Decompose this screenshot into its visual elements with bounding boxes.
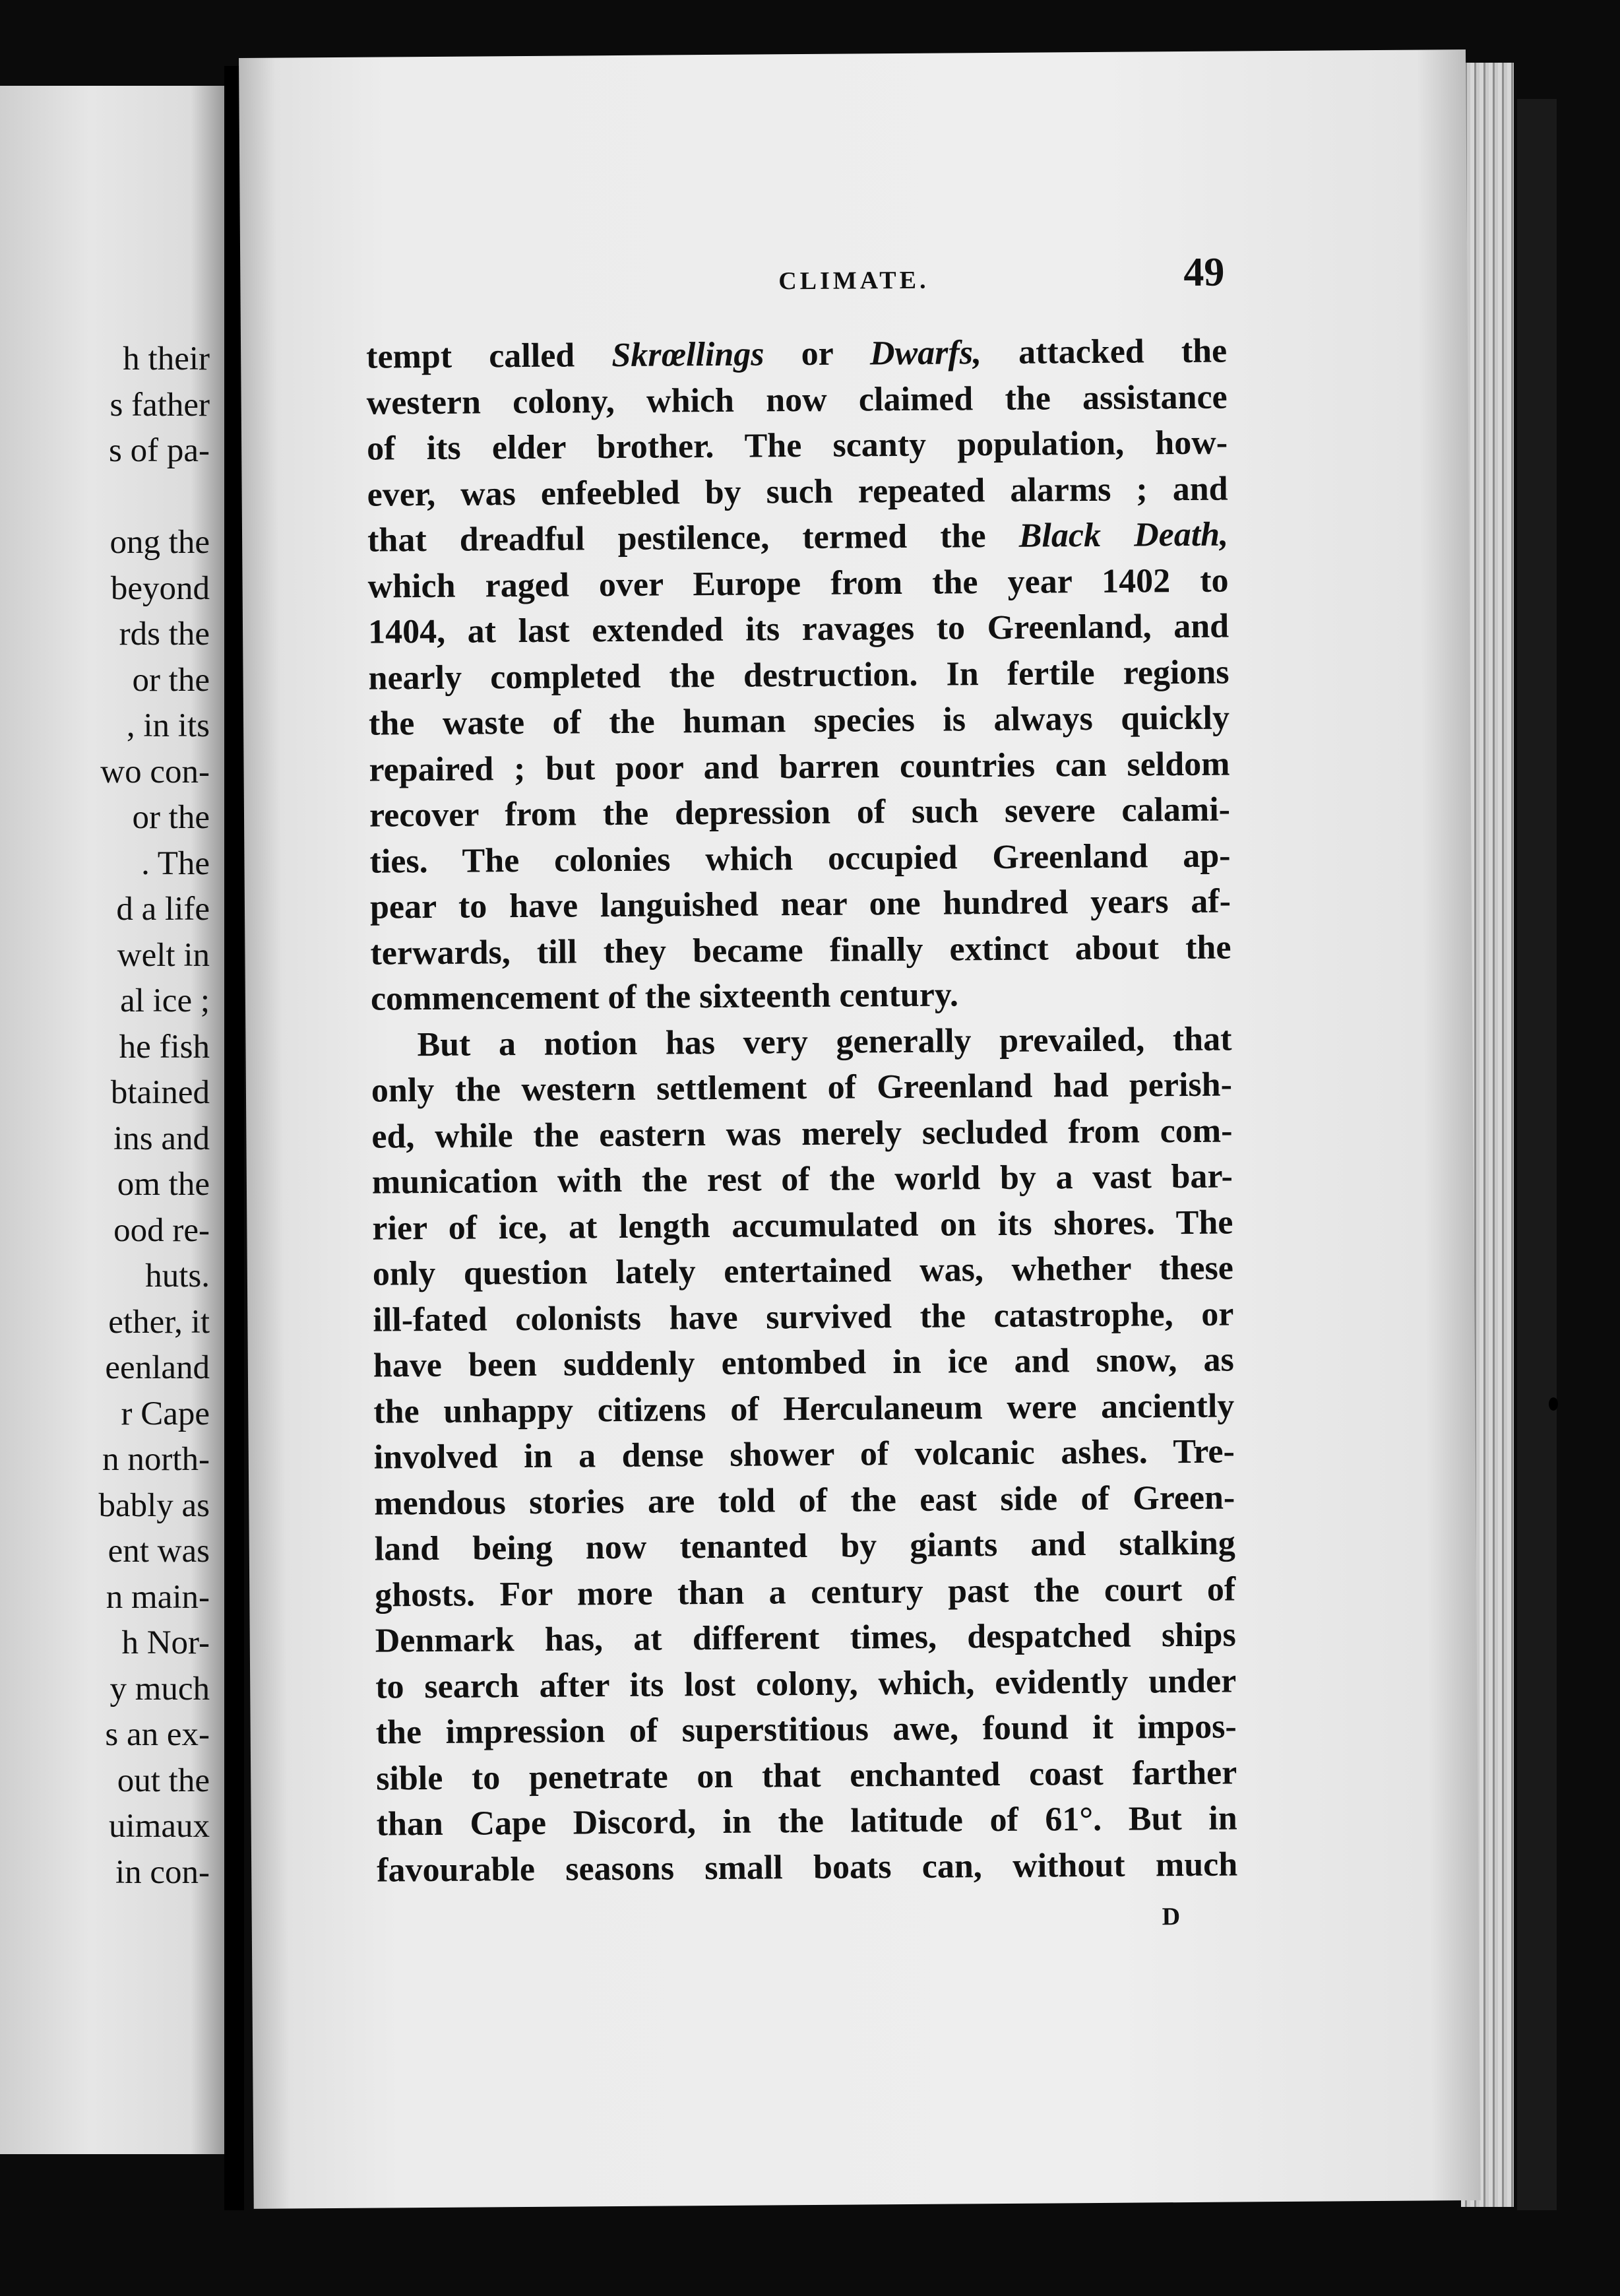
text-line: ties. The colonies which occupied Greenland ap- bbox=[369, 837, 1231, 881]
previous-page-line: d a life bbox=[116, 891, 210, 928]
previous-page-line: ether, it bbox=[108, 1303, 210, 1341]
text-line: rier of ice, at length accumulated on its shores. The bbox=[372, 1203, 1233, 1248]
previous-page-line: y much bbox=[109, 1670, 210, 1707]
text-line: western colony, which now claimed the assistance bbox=[366, 378, 1228, 422]
previous-page-line: s of pa- bbox=[109, 432, 210, 469]
text-line: ill-fated colonists have survived the catastrophe, or bbox=[373, 1295, 1234, 1339]
text-line: the waste of the human species is always quickly bbox=[368, 699, 1230, 743]
text-line: munication with the rest of the world by a vast bar- bbox=[371, 1157, 1233, 1201]
text-line: recover from the depression of such severe calami- bbox=[369, 790, 1231, 835]
text-line: nearly completed the destruction. In fertile regions bbox=[368, 653, 1230, 697]
text-line: involved in a dense shower of volcanic ashes. Tre- bbox=[373, 1432, 1235, 1477]
term-dwarfs: Dwarfs, bbox=[869, 334, 982, 373]
text-line: that dreadful pestilence, termed the Black Death, bbox=[367, 515, 1229, 559]
previous-page-line: or the bbox=[132, 799, 210, 836]
previous-page-line: btained bbox=[110, 1074, 210, 1111]
text-line: ghosts. For more than a century past the court of bbox=[375, 1570, 1236, 1614]
previous-page-line: out the bbox=[117, 1762, 210, 1799]
signature-mark: D bbox=[1162, 1903, 1181, 1931]
book-page bbox=[239, 49, 1481, 2209]
previous-page-line: s an ex- bbox=[105, 1716, 210, 1753]
previous-page-line: ins and bbox=[113, 1120, 210, 1157]
previous-page-line: rds the bbox=[119, 616, 210, 653]
term-skraellings: Skrœllings bbox=[611, 335, 764, 375]
term-black-death: Black Death, bbox=[1018, 515, 1229, 555]
previous-page-line: welt in bbox=[117, 936, 210, 974]
previous-page-line: om the bbox=[117, 1166, 210, 1203]
previous-page bbox=[0, 86, 224, 2154]
text-line: have been suddenly entombed in ice and snow, as bbox=[373, 1341, 1235, 1385]
previous-page-line: huts. bbox=[145, 1258, 210, 1294]
previous-page-line: n north- bbox=[102, 1441, 210, 1478]
body-text bbox=[366, 329, 1237, 1894]
previous-page-text bbox=[0, 336, 210, 1896]
text-line: land being now tenanted by giants and stalking bbox=[374, 1524, 1235, 1568]
text-line: repaired ; but poor and barren countries can seldom bbox=[369, 745, 1230, 789]
previous-page-line: h Nor- bbox=[121, 1624, 210, 1661]
text-line: terwards, till they became finally extinct about the bbox=[370, 928, 1231, 973]
book-cover-edge bbox=[1517, 99, 1557, 2210]
previous-page-line: beyond bbox=[110, 569, 210, 607]
previous-page-line: in con- bbox=[115, 1853, 210, 1891]
text-line: the impression of superstitious awe, found it impos- bbox=[375, 1707, 1237, 1752]
previous-page-line: eenland bbox=[105, 1349, 210, 1386]
previous-page-line: . The bbox=[141, 845, 210, 882]
text-line: only the western settlement of Greenland had perish- bbox=[371, 1066, 1233, 1110]
text-line: which raged over Europe from the year 1402 to bbox=[367, 561, 1229, 606]
text-line: 1404, at last extended its ravages to Greenland, and bbox=[367, 607, 1230, 651]
text-line: mendous stories are told of the east side of Green- bbox=[374, 1479, 1235, 1523]
text-line: ed, while the eastern was merely secluded from com- bbox=[371, 1112, 1233, 1156]
text-line: ever, was enfeebled by such repeated alarms ; and bbox=[367, 470, 1228, 514]
previous-page-line: ong the bbox=[109, 524, 210, 561]
previous-page-line: al ice ; bbox=[120, 982, 210, 1019]
previous-page-line: , in its bbox=[126, 707, 210, 744]
text-line: only question lately entertained was, whether these bbox=[372, 1249, 1234, 1293]
previous-page-line: wo con- bbox=[100, 753, 210, 790]
text-line: tempt called Skrœllings or Dwarfs, attacked the bbox=[365, 332, 1228, 376]
previous-page-line: n main- bbox=[106, 1578, 210, 1616]
text-line: sible to penetrate on that enchanted coast farther bbox=[376, 1754, 1237, 1798]
text-line: than Cape Discord, in the latitude of 61°. But in bbox=[376, 1799, 1237, 1843]
previous-page-line: r Cape bbox=[121, 1395, 210, 1432]
previous-page-line: bably as bbox=[98, 1486, 210, 1524]
binding-mark bbox=[1549, 1397, 1558, 1411]
previous-page-line: ent was bbox=[108, 1533, 210, 1570]
text-line: pear to have languished near one hundred years af- bbox=[369, 882, 1231, 926]
text-line: commencement of the sixteenth century. bbox=[370, 976, 959, 1018]
previous-page-line: s father bbox=[109, 386, 210, 424]
previous-page-line: ood re- bbox=[113, 1211, 210, 1249]
running-head: CLIMATE. bbox=[778, 266, 929, 296]
text-line: of its elder brother. The scanty population, how- bbox=[366, 424, 1228, 468]
text-line: the unhappy citizens of Herculaneum were anciently bbox=[373, 1387, 1235, 1431]
page-number: 49 bbox=[1183, 249, 1225, 296]
previous-page-line: or the bbox=[132, 661, 210, 699]
paragraph-start: But a notion has very generally prevailed, that bbox=[417, 1020, 1232, 1064]
previous-page-line bbox=[0, 474, 210, 521]
previous-page-line: h their bbox=[123, 340, 210, 377]
previous-page-line: uimaux bbox=[109, 1808, 210, 1845]
text-line: favourable seasons small boats can, without much bbox=[376, 1845, 1238, 1890]
previous-page-line: he fish bbox=[119, 1028, 210, 1066]
text-line: Denmark has, at different times, despatched ships bbox=[375, 1616, 1236, 1660]
text-line: to search after its lost colony, which, evidently under bbox=[375, 1662, 1237, 1706]
